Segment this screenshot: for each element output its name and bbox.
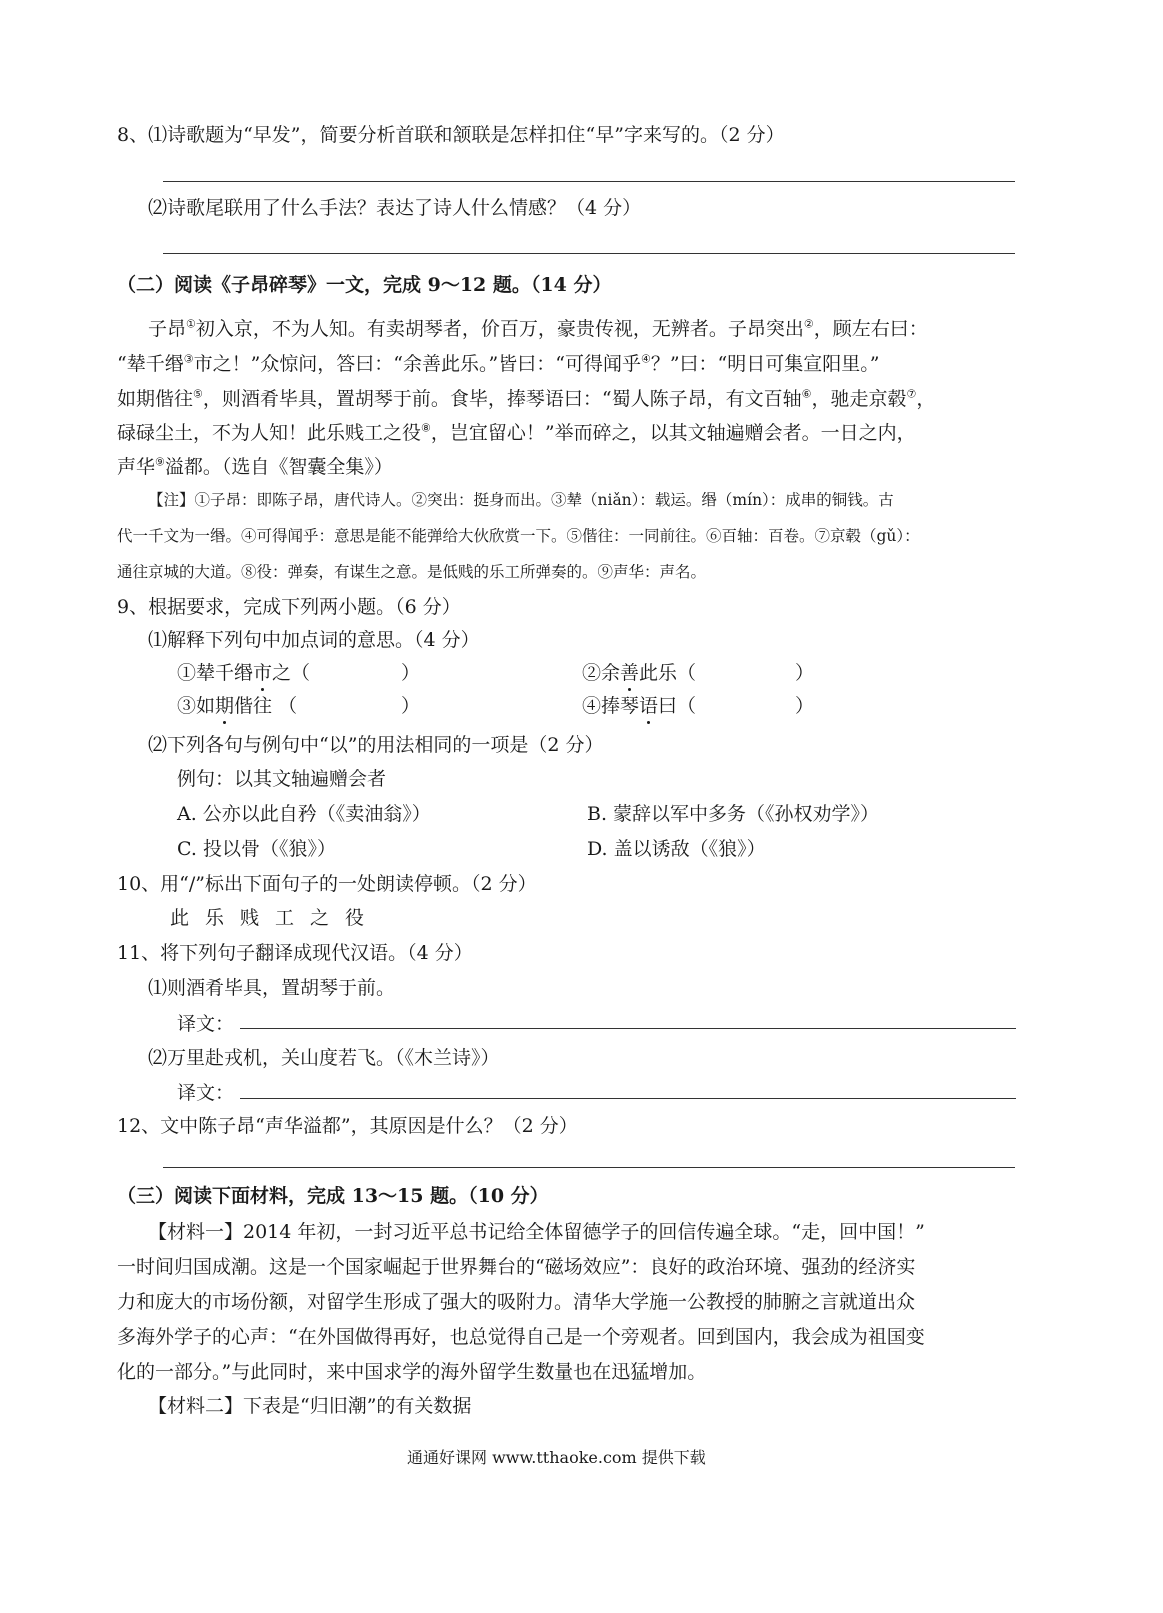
- q10-title: 10、用“/”标出下面句子的一处朗读停顿。（2 分）: [117, 873, 537, 895]
- answer-line-q11-1[interactable]: [240, 1028, 1016, 1029]
- material1-line-2: 一时间归国成潮。这是一个国家崛起于世界舞台的“磁场效应”：良好的政治环境、强劲的经济实: [117, 1256, 916, 1278]
- q9-item-1: ①辇千缗市之（: [177, 662, 311, 684]
- material2-line: 【材料二】下表是“归旧潮”的有关数据: [148, 1395, 472, 1417]
- passage-line-1: 子昂①初入京，不为人知。有卖胡琴者，价百万，豪贵传视，无辨者。子昂突出②，顾左右曰：: [148, 317, 928, 340]
- answer-line-q8-1[interactable]: [163, 181, 1015, 182]
- q11-label-2: 译文：: [177, 1082, 235, 1104]
- q9-item-3-close: ）: [401, 695, 421, 717]
- page-footer: 通通好课网 www.tthaoke.com 提供下载: [407, 1448, 706, 1467]
- q9-item-4-close: ）: [795, 695, 815, 717]
- material1-line-1: 【材料一】2014 年初，一封习近平总书记给全体留德学子的回信传遍全球。“走，回中国！”: [148, 1221, 925, 1243]
- passage-line-2: “辇千缗③市之！”众惊问，答曰：“余善此乐。”皆曰：“可得闻乎④？”曰：“明日可集宣阳里。”: [117, 352, 880, 375]
- material1-line-4: 多海外学子的心声：“在外国做得再好，也总觉得自己是一个旁观者。回到国内，我会成为祖国变: [117, 1326, 925, 1348]
- note-line-2: 代一千文为一缗。④可得闻乎：意思是能不能弹给大伙欣赏一下。⑤偕往：一同前往。⑥百轴：百卷。⑦京毂（gǔ）：: [117, 527, 920, 545]
- q9-item-4: ④捧琴语曰（: [582, 695, 697, 717]
- material1-line-3: 力和庞大的市场份额，对留学生形成了强大的吸附力。清华大学施一公教授的肺腑之言就道出众: [117, 1291, 916, 1313]
- q9-title: 9、根据要求，完成下列两小题。（6 分）: [117, 596, 461, 618]
- q9-option-c: C. 投以骨（《狼》）: [177, 838, 336, 860]
- answer-line-q12[interactable]: [163, 1167, 1015, 1168]
- q9-item-2-close: ）: [795, 662, 815, 684]
- section2-heading: （二）阅读《子昂碎琴》一文，完成 9～12 题。（14 分）: [117, 274, 612, 296]
- answer-line-q8-2[interactable]: [163, 253, 1015, 254]
- q11-sentence-1: ⑴则酒肴毕具，置胡琴于前。: [148, 977, 396, 999]
- q9-option-a: A. 公亦以此自矜（《卖油翁》）: [177, 803, 431, 825]
- q9-example: 例句：以其文轴遍赠会者: [177, 768, 387, 790]
- q11-title: 11、将下列句子翻译成现代汉语。（4 分）: [117, 942, 473, 964]
- q9-part1: ⑴解释下列句中加点词的意思。（4 分）: [148, 629, 480, 651]
- answer-line-q11-2[interactable]: [240, 1098, 1016, 1099]
- q9-option-d: D. 盖以诱敌（《狼》）: [587, 838, 766, 860]
- passage-line-5: 声华⑨溢都。（选自《智囊全集》）: [117, 455, 393, 478]
- passage-line-3: 如期偕往⑤，则酒肴毕具，置胡琴于前。食毕，捧琴语曰：“蜀人陈子昂，有文百轴⑥，驰走京毂⑦，: [117, 387, 936, 410]
- material1-line-5: 化的一部分。”与此同时，来中国求学的海外留学生数量也在迅猛增加。: [117, 1361, 707, 1383]
- q10-sentence: 此乐贱工之役: [170, 907, 381, 929]
- q8-part2: ⑵诗歌尾联用了什么手法？表达了诗人什么情感？（4 分）: [148, 197, 642, 219]
- note-line-1: 【注】①子昂：即陈子昂，唐代诗人。②突出：挺身而出。③辇（niǎn）：载运。缗（mín）：成串的铜钱。古: [148, 491, 894, 509]
- q9-item-3: ③如期偕往 （: [177, 695, 298, 717]
- q9-part2: ⑵下列各句与例句中“以”的用法相同的一项是（2 分）: [148, 734, 604, 756]
- q9-option-b: B. 蒙辞以军中多务（《孙权劝学》）: [587, 803, 880, 825]
- q12-title: 12、文中陈子昂“声华溢都”，其原因是什么？（2 分）: [117, 1115, 578, 1137]
- section3-heading: （三）阅读下面材料，完成 13～15 题。（10 分）: [117, 1185, 549, 1207]
- q11-label-1: 译文：: [177, 1013, 235, 1035]
- q8-part1: 8、⑴诗歌题为“早发”，简要分析首联和颔联是怎样扣住“早”字来写的。（2 分）: [117, 124, 785, 146]
- passage-line-4: 碌碌尘土，不为人知！此乐贱工之役⑧，岂宜留心！”举而碎之，以其文轴遍赠会者。一日之内，: [117, 421, 916, 444]
- q9-item-1-close: ）: [401, 662, 421, 684]
- note-line-3: 通往京城的大道。⑧役：弹奏，有谋生之意。是低贱的乐工所弹奏的。⑨声华：声名。: [117, 563, 707, 581]
- q11-sentence-2: ⑵万里赴戎机，关山度若飞。（《木兰诗》）: [148, 1047, 500, 1069]
- q9-item-2: ②余善此乐（: [582, 662, 697, 684]
